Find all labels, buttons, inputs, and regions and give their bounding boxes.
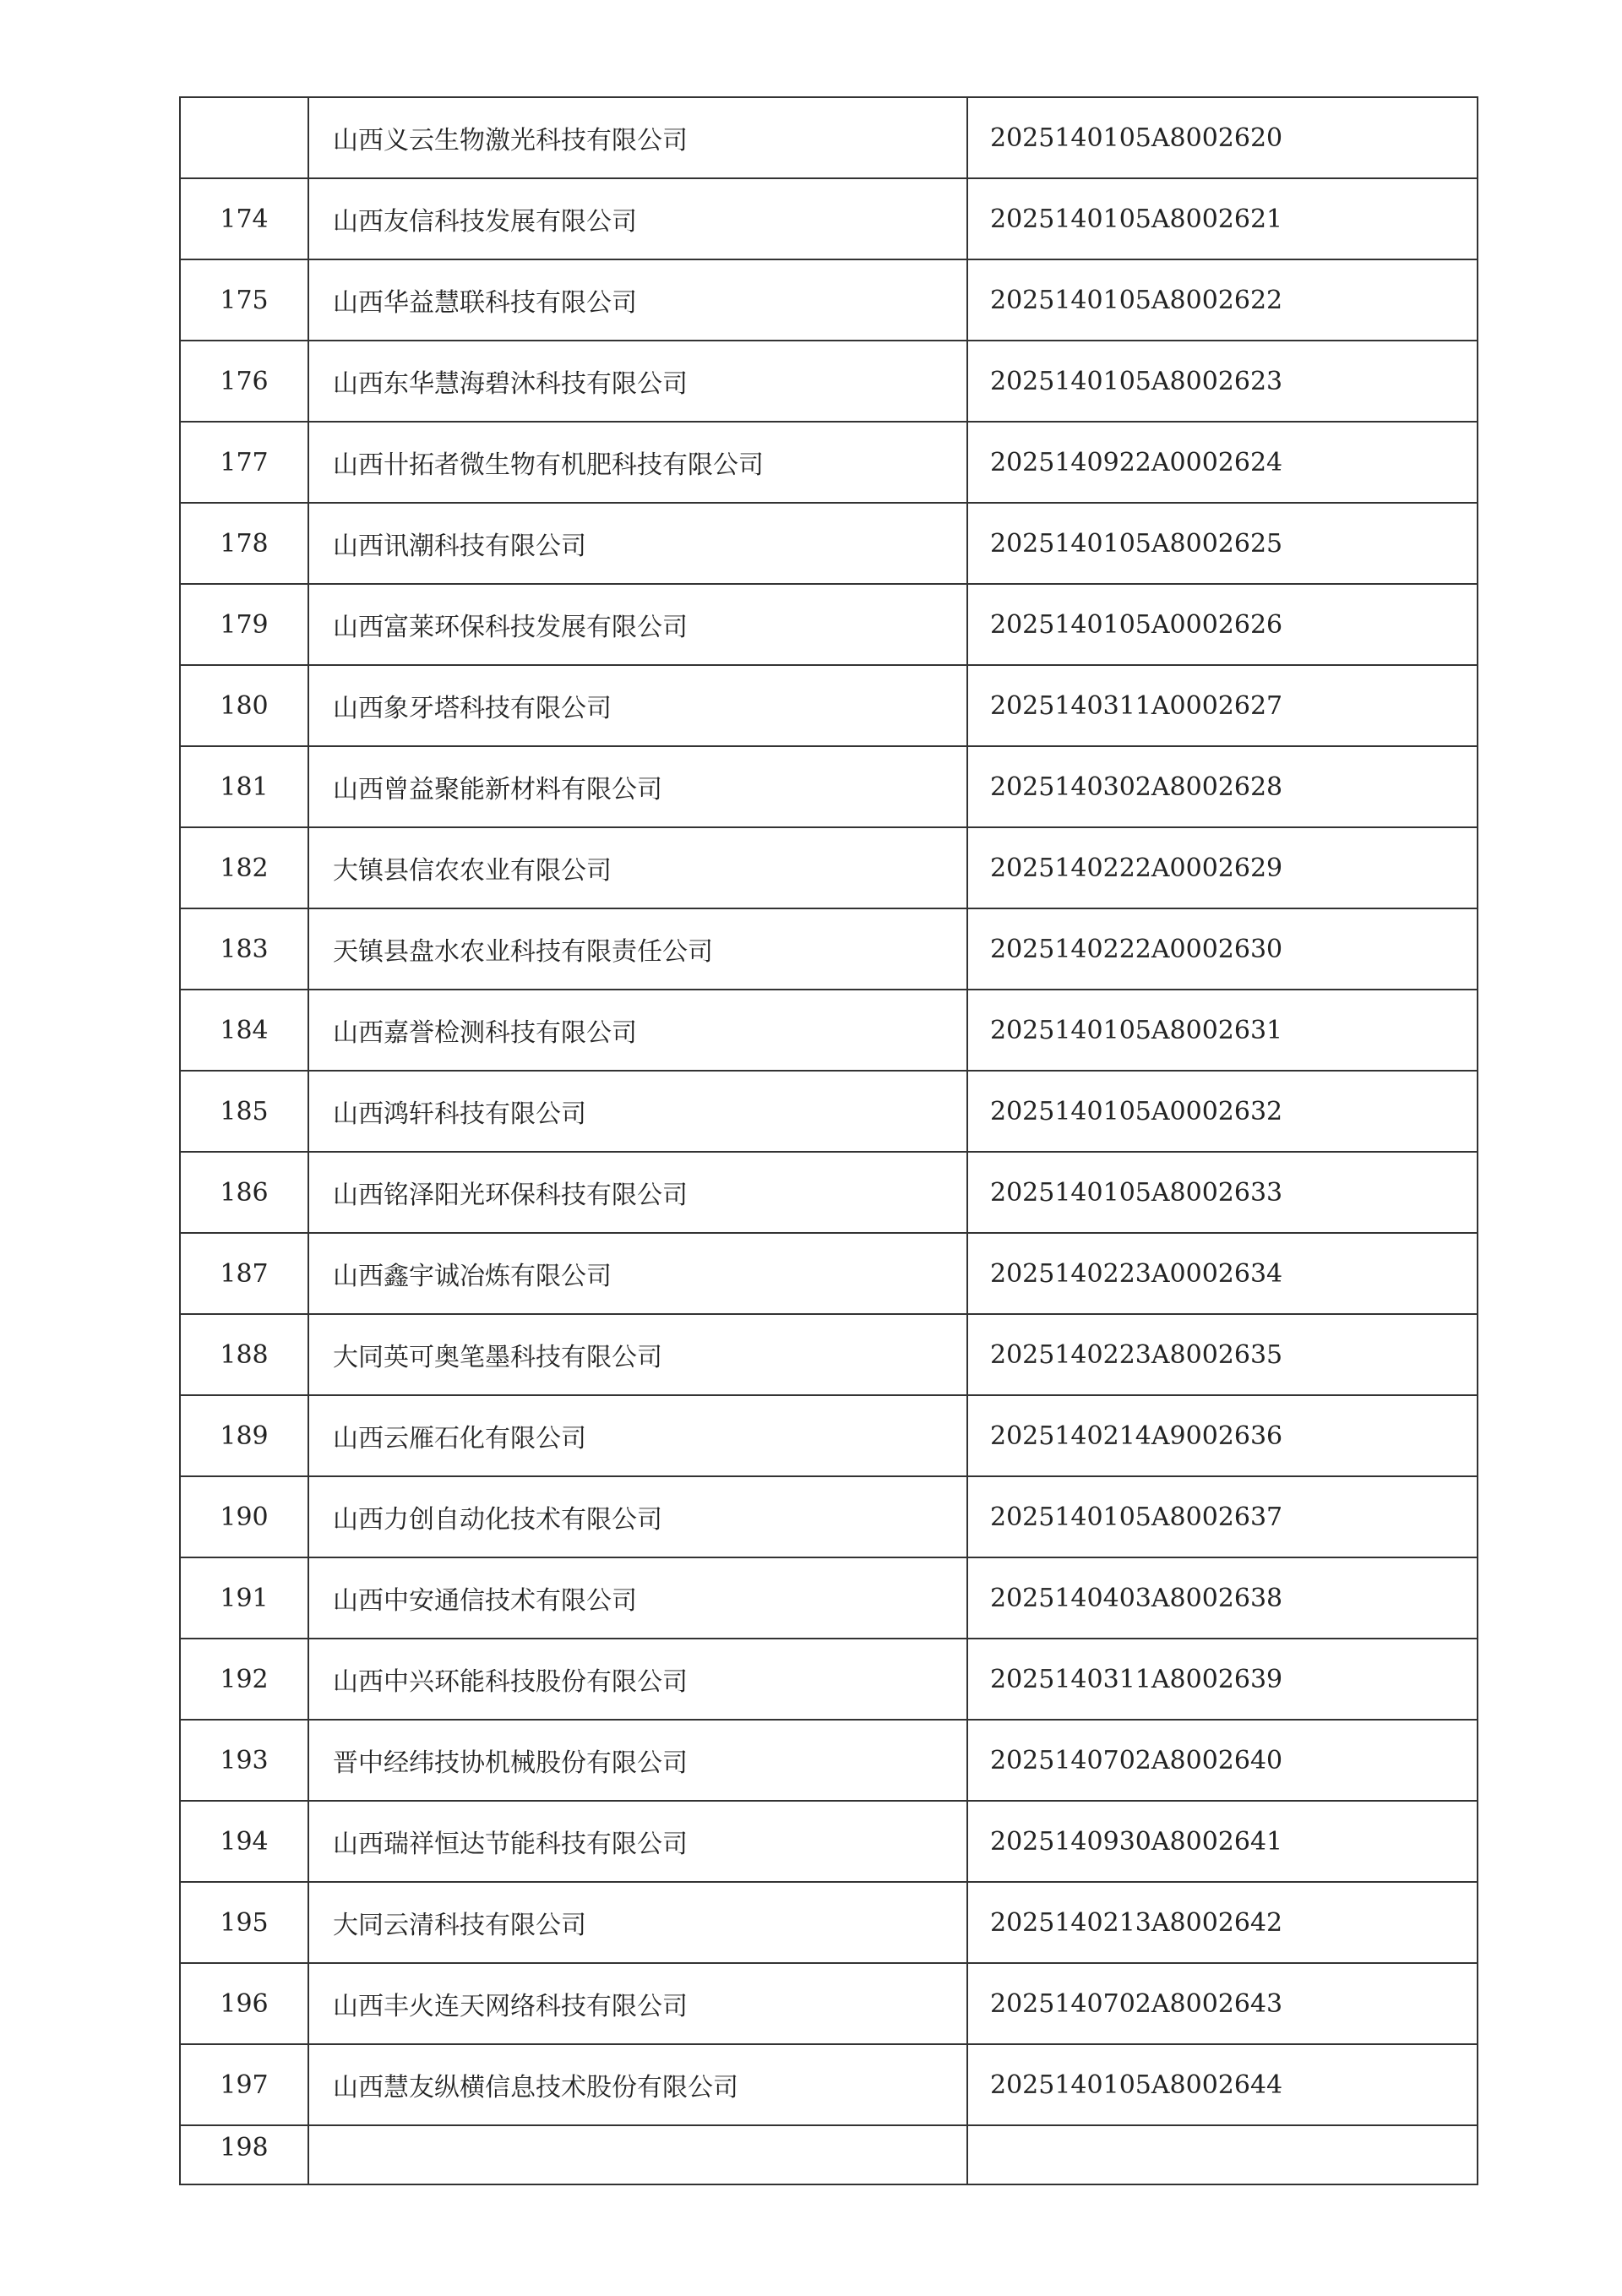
row-number-cell: 174 xyxy=(180,178,308,259)
row-number-cell: 195 xyxy=(180,1882,308,1963)
row-number-cell: 197 xyxy=(180,2044,308,2125)
registration-code-cell: 2025140105A8002631 xyxy=(967,990,1478,1071)
registration-code-cell: 2025140105A8002623 xyxy=(967,341,1478,422)
row-number-cell xyxy=(180,97,308,178)
table-row xyxy=(180,908,1478,990)
registration-code-cell: 2025140105A8002637 xyxy=(967,1476,1478,1557)
company-name-cell: 山西卄拓者微生物有机肥科技有限公司 xyxy=(308,422,967,503)
row-number-cell: 179 xyxy=(180,584,308,665)
table-row xyxy=(180,665,1478,746)
company-name-cell: 山西富莱环保科技发展有限公司 xyxy=(308,584,967,665)
table-row xyxy=(180,2125,1478,2184)
table-row xyxy=(180,746,1478,827)
registration-code-cell: 2025140105A0002626 xyxy=(967,584,1478,665)
row-number-cell: 177 xyxy=(180,422,308,503)
row-number-cell: 176 xyxy=(180,341,308,422)
row-number-cell: 193 xyxy=(180,1720,308,1801)
company-name-cell: 山西瑞祥恒达节能科技有限公司 xyxy=(308,1801,967,1882)
registration-code-cell: 2025140223A8002635 xyxy=(967,1314,1478,1395)
table-row xyxy=(180,1395,1478,1476)
registration-code-cell xyxy=(967,2125,1478,2184)
row-number-cell: 187 xyxy=(180,1233,308,1314)
row-number-cell: 191 xyxy=(180,1557,308,1639)
table-row xyxy=(180,503,1478,584)
table-row xyxy=(180,1801,1478,1882)
row-number-cell: 181 xyxy=(180,746,308,827)
table-row xyxy=(180,1152,1478,1233)
company-name-cell: 山西中安通信技术有限公司 xyxy=(308,1557,967,1639)
table-row xyxy=(180,97,1478,178)
row-number-cell: 196 xyxy=(180,1963,308,2044)
table-row xyxy=(180,1071,1478,1152)
company-name-cell: 山西友信科技发展有限公司 xyxy=(308,178,967,259)
registration-code-cell: 2025140311A8002639 xyxy=(967,1639,1478,1720)
registration-code-cell: 2025140403A8002638 xyxy=(967,1557,1478,1639)
row-number-cell: 182 xyxy=(180,827,308,908)
company-name-cell: 山西义云生物激光科技有限公司 xyxy=(308,97,967,178)
registration-code-cell: 2025140105A8002620 xyxy=(967,97,1478,178)
registration-code-cell: 2025140213A8002642 xyxy=(967,1882,1478,1963)
row-number-cell: 190 xyxy=(180,1476,308,1557)
table-row xyxy=(180,1314,1478,1395)
company-name-cell: 山西鸿轩科技有限公司 xyxy=(308,1071,967,1152)
company-name-cell: 山西东华慧海碧沐科技有限公司 xyxy=(308,341,967,422)
company-name-cell: 山西力创自动化技术有限公司 xyxy=(308,1476,967,1557)
row-number-cell: 175 xyxy=(180,259,308,341)
registration-code-cell: 2025140105A8002621 xyxy=(967,178,1478,259)
row-number-cell: 180 xyxy=(180,665,308,746)
table-row xyxy=(180,178,1478,259)
registration-code-cell: 2025140105A8002644 xyxy=(967,2044,1478,2125)
company-name-cell: 山西鑫宇诚冶炼有限公司 xyxy=(308,1233,967,1314)
table-row xyxy=(180,259,1478,341)
table-row xyxy=(180,1963,1478,2044)
registration-code-cell: 2025140222A0002629 xyxy=(967,827,1478,908)
company-table-body xyxy=(180,97,1478,2184)
table-row xyxy=(180,341,1478,422)
company-name-cell: 山西象牙塔科技有限公司 xyxy=(308,665,967,746)
company-table xyxy=(179,96,1478,2185)
row-number-cell: 184 xyxy=(180,990,308,1071)
company-name-cell: 山西讯潮科技有限公司 xyxy=(308,503,967,584)
registration-code-cell: 2025140302A8002628 xyxy=(967,746,1478,827)
company-name-cell: 山西中兴环能科技股份有限公司 xyxy=(308,1639,967,1720)
registration-code-cell: 2025140702A8002643 xyxy=(967,1963,1478,2044)
table-row xyxy=(180,1233,1478,1314)
company-name-cell: 山西慧友纵横信息技术股份有限公司 xyxy=(308,2044,967,2125)
registration-code-cell: 2025140223A0002634 xyxy=(967,1233,1478,1314)
company-name-cell: 山西丰火连天网络科技有限公司 xyxy=(308,1963,967,2044)
table-row xyxy=(180,827,1478,908)
company-name-cell: 山西华益慧联科技有限公司 xyxy=(308,259,967,341)
registration-code-cell: 2025140105A8002625 xyxy=(967,503,1478,584)
registration-code-cell: 2025140922A0002624 xyxy=(967,422,1478,503)
table-row xyxy=(180,1476,1478,1557)
registration-code-cell: 2025140702A8002640 xyxy=(967,1720,1478,1801)
registration-code-cell: 2025140105A8002633 xyxy=(967,1152,1478,1233)
registration-code-cell: 2025140930A8002641 xyxy=(967,1801,1478,1882)
company-name-cell xyxy=(308,2125,967,2184)
table-row xyxy=(180,422,1478,503)
company-name-cell: 大同英可奥笔墨科技有限公司 xyxy=(308,1314,967,1395)
company-name-cell: 大同云清科技有限公司 xyxy=(308,1882,967,1963)
table-row xyxy=(180,1639,1478,1720)
row-number-cell: 189 xyxy=(180,1395,308,1476)
table-row xyxy=(180,990,1478,1071)
table-row xyxy=(180,1882,1478,1963)
company-name-cell: 山西嘉誉检测科技有限公司 xyxy=(308,990,967,1071)
table-row xyxy=(180,1557,1478,1639)
registration-code-cell: 2025140105A8002622 xyxy=(967,259,1478,341)
table-row xyxy=(180,1720,1478,1801)
registration-code-cell: 2025140311A0002627 xyxy=(967,665,1478,746)
company-name-cell: 山西曾益聚能新材料有限公司 xyxy=(308,746,967,827)
company-name-cell: 山西铭泽阳光环保科技有限公司 xyxy=(308,1152,967,1233)
row-number-cell: 183 xyxy=(180,908,308,990)
table-row xyxy=(180,2044,1478,2125)
row-number-cell: 192 xyxy=(180,1639,308,1720)
company-name-cell: 山西云雁石化有限公司 xyxy=(308,1395,967,1476)
company-name-cell: 晋中经纬技协机械股份有限公司 xyxy=(308,1720,967,1801)
row-number-cell: 185 xyxy=(180,1071,308,1152)
row-number-cell: 188 xyxy=(180,1314,308,1395)
row-number-cell: 186 xyxy=(180,1152,308,1233)
registration-code-cell: 2025140222A0002630 xyxy=(967,908,1478,990)
registration-code-cell: 2025140105A0002632 xyxy=(967,1071,1478,1152)
registration-code-cell: 2025140214A9002636 xyxy=(967,1395,1478,1476)
row-number-cell: 194 xyxy=(180,1801,308,1882)
company-name-cell: 大镇县信农农业有限公司 xyxy=(308,827,967,908)
table-row xyxy=(180,584,1478,665)
company-name-cell: 天镇县盘水农业科技有限责任公司 xyxy=(308,908,967,990)
row-number-cell: 198 xyxy=(180,2125,308,2184)
row-number-cell: 178 xyxy=(180,503,308,584)
